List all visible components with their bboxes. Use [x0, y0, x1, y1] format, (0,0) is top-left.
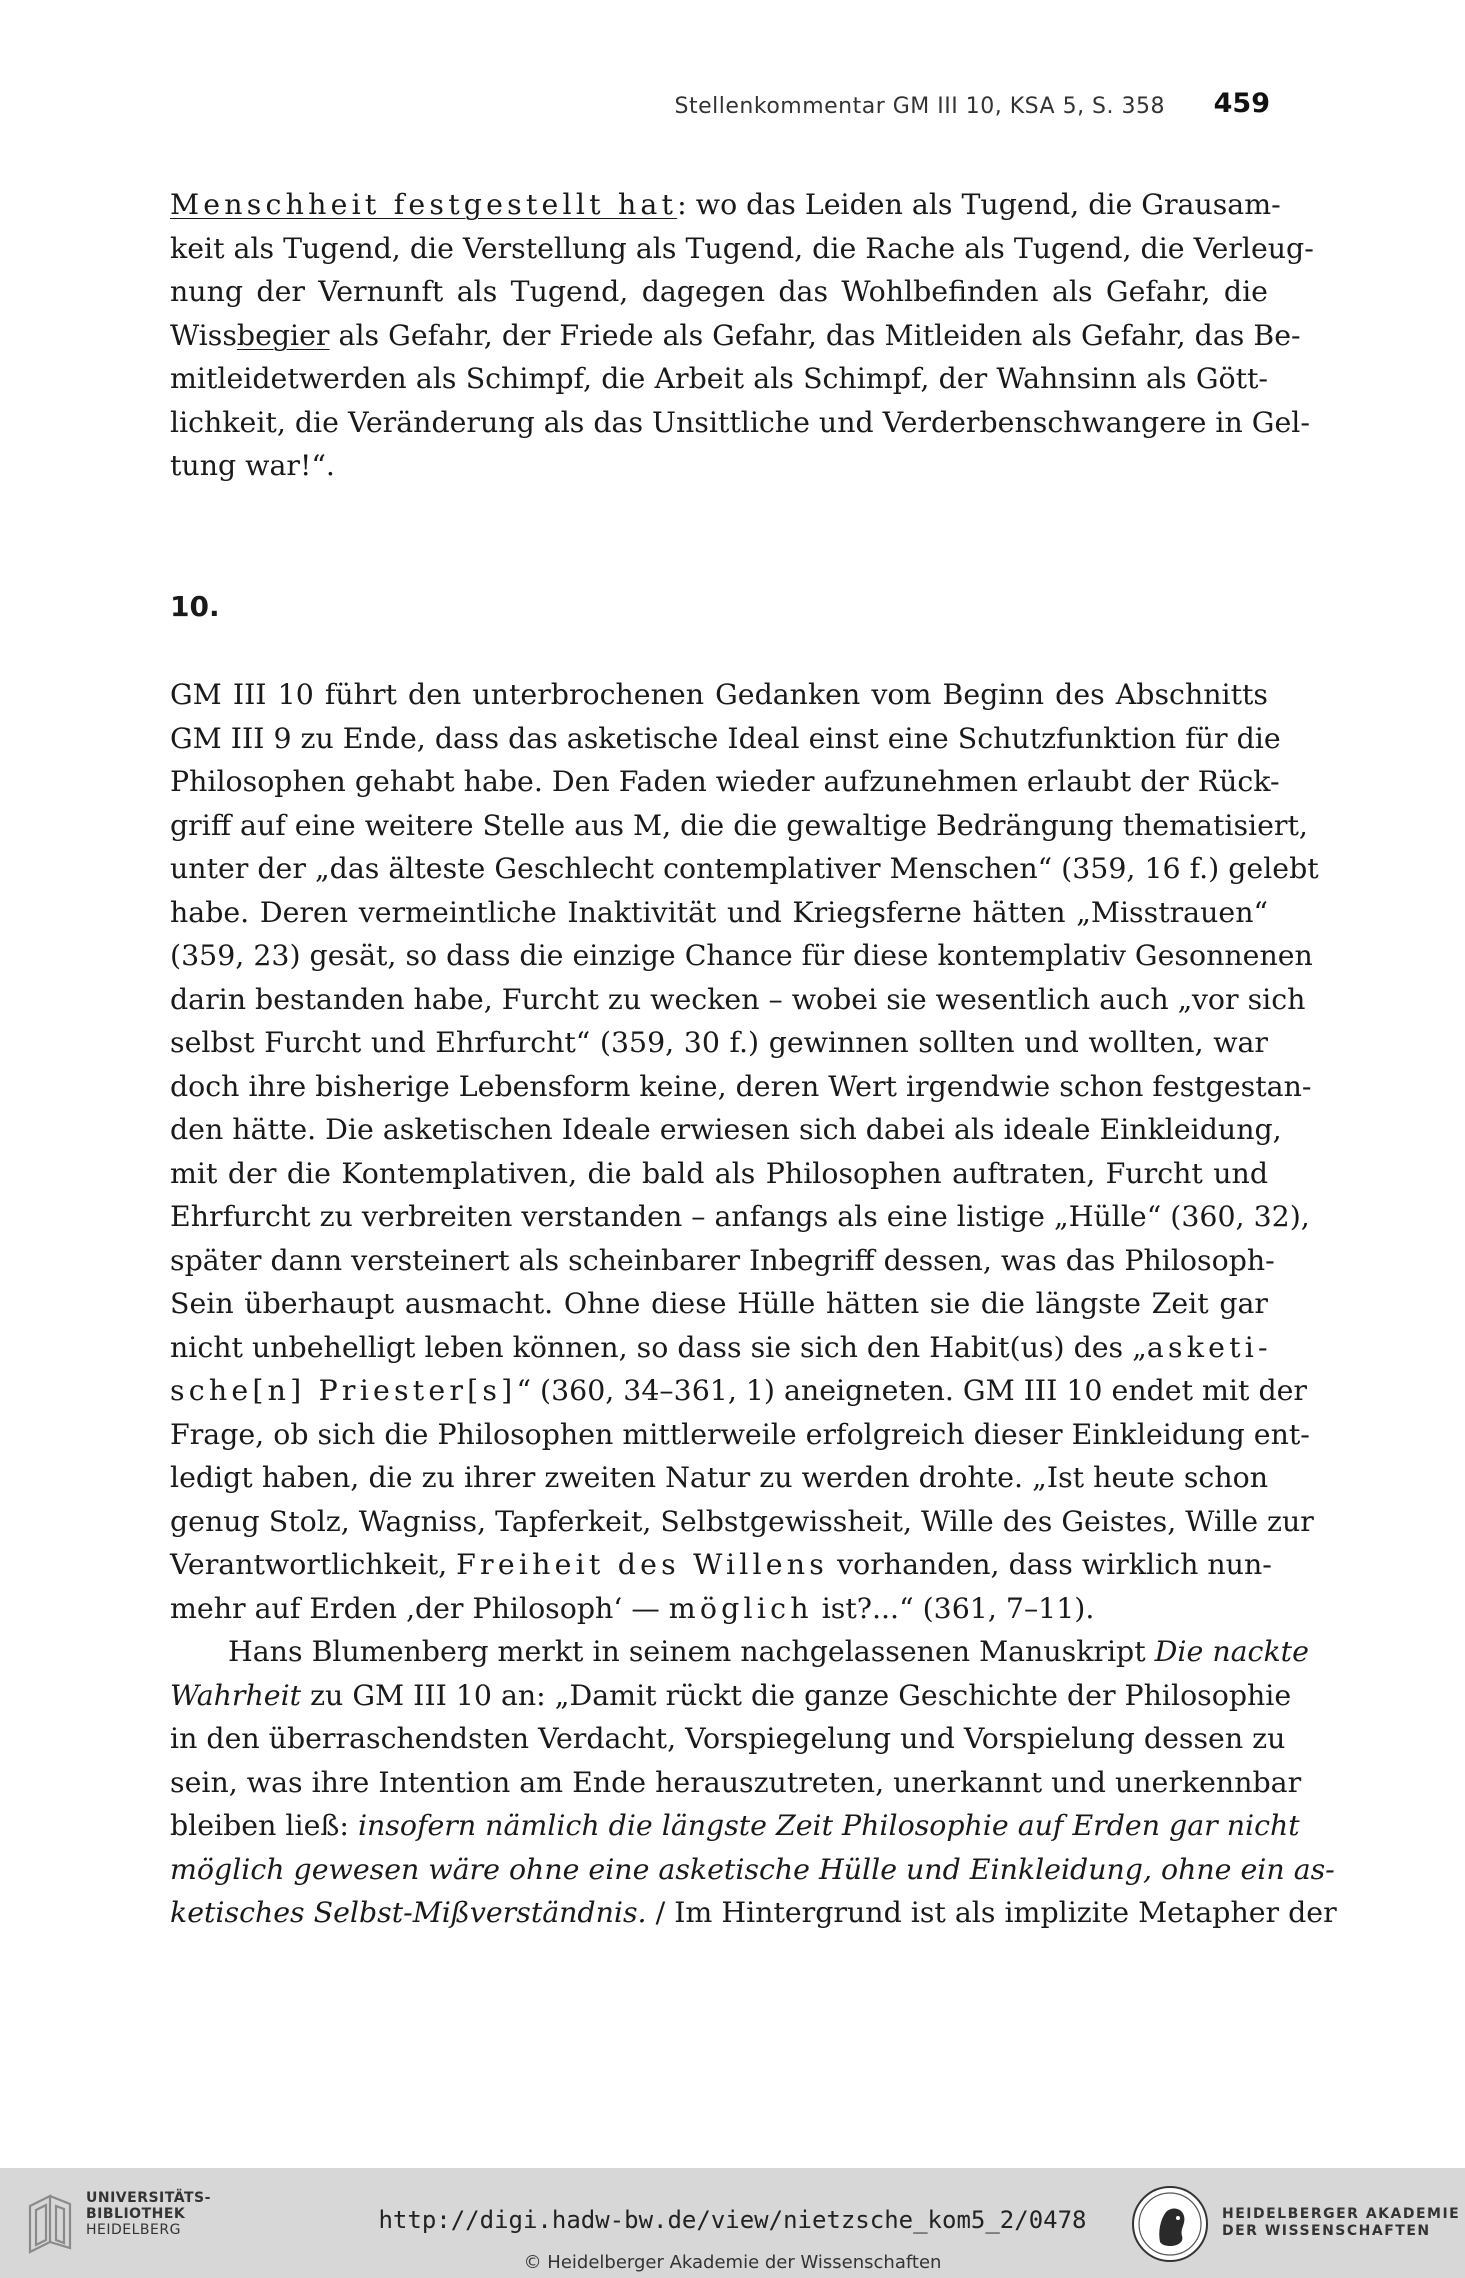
- text-line: [170, 1456, 1268, 1500]
- text-run: Verantwortlichkeit,: [170, 1548, 457, 1581]
- text-line: [170, 1326, 1272, 1370]
- academy-seal-icon: [1130, 2184, 1210, 2264]
- text-run: (359, 23) gesät, so dass die einzige Chance für diese kontemplativ Gesonnenen: [170, 939, 1313, 972]
- text-line: [170, 1804, 1300, 1848]
- text-run: Wahrheit: [170, 1678, 302, 1712]
- text-line: [170, 357, 1268, 401]
- text-run: GM III 9 zu Ende, dass das asketische Ideal einst eine Schutzfunktion für die: [170, 721, 1281, 755]
- text-run: doch ihre bisherige Lebensform keine, deren Wert irgendwie schon festgestan-: [170, 1069, 1312, 1103]
- text-run: in den überraschendsten Verdacht, Vorspiegelung und Vorspielung dessen zu: [170, 1722, 1286, 1755]
- text-line: [170, 760, 1280, 804]
- text-run: lichkeit, die Veränderung als das Unsittliche und Verderbenschwangere in Gel-: [170, 405, 1310, 439]
- text-run: Hans Blumenberg merkt in seinem nachgelassenen Manuskript: [228, 1635, 1155, 1668]
- text-line: [170, 1500, 1314, 1544]
- text-run: Die nackte: [1154, 1635, 1309, 1668]
- text-run: mitleidetwerden als Schimpf, die Arbeit als Schimpf, der Wahnsinn als Gött-: [170, 362, 1268, 395]
- running-head-title: Stellenkommentar GM III 10, KSA 5, S. 358: [674, 94, 1165, 119]
- text-run: habe. Deren vermeintliche Inaktivität und Kriegsferne hätten „Misstrauen“: [170, 895, 1268, 929]
- text-line: [170, 847, 1319, 891]
- text-line: [170, 1848, 1335, 1892]
- page-number: 459: [1213, 88, 1270, 119]
- text-line: [170, 1065, 1312, 1109]
- text-run: asketi-: [1146, 1330, 1272, 1364]
- text-run: griff auf eine weitere Stelle aus M, die die gewaltige Bedrängung thematisiert,: [170, 808, 1308, 842]
- text-line: [170, 1630, 1309, 1674]
- text-line: [170, 978, 1306, 1022]
- copyright-notice: © Heidelberger Akademie der Wissenschaften: [523, 2252, 942, 2273]
- text-line: [170, 891, 1268, 935]
- text-line: [170, 227, 1314, 271]
- text-run: keit als Tugend, die Verstellung als Tugend, die Rache als Tugend, die Verleug-: [170, 231, 1314, 265]
- text-line: [170, 1717, 1286, 1761]
- text-line: [170, 1543, 1272, 1587]
- text-run: ketisches Selbst-Mißverständnis.: [170, 1896, 647, 1929]
- text-run: nung der Vernunft als Tugend, dagegen das Wohlbefinden als Gefahr, die: [170, 275, 1268, 308]
- text-run: mit der die Kontemplativen, die bald als Philosophen auftraten, Furcht und: [170, 1156, 1268, 1190]
- text-line: [170, 717, 1281, 761]
- text-run: unter der „das älteste Geschlecht contemplativer Menschen“ (359, 16 f.) gelebt: [170, 852, 1319, 885]
- text-run: Sein überhaupt ausmacht. Ohne diese Hülle hätten sie die längste Zeit gar: [170, 1287, 1268, 1320]
- text-line: [170, 1891, 1337, 1935]
- academy-name: HEIDELBERGER AKADEMIE DER WISSENSCHAFTEN: [1222, 2206, 1461, 2239]
- text-line: [170, 1195, 1310, 1239]
- text-run: : wo das Leiden als Tugend, die Grausam-: [677, 188, 1281, 221]
- text-run: Ehrfurcht zu verbreiten verstanden – anfangs als eine listige „Hülle“ (360, 32),: [170, 1200, 1310, 1233]
- text-line: [170, 1021, 1268, 1065]
- text-run: möglich gewesen wäre ohne eine asketische Hülle und Einkleidung, ohne ein as-: [170, 1852, 1335, 1886]
- text-run: insofern nämlich die längste Zeit Philosophie auf Erden gar nicht: [357, 1809, 1300, 1842]
- text-line: [170, 183, 1281, 227]
- text-run: möglich: [668, 1591, 813, 1625]
- text-run: später dann versteinert als scheinbarer Inbegriff dessen, was das Philosoph-: [170, 1243, 1275, 1277]
- text-run: Freiheit des Willens: [456, 1548, 829, 1581]
- text-run: / Im Hintergrund ist als implizite Metapher der: [646, 1896, 1337, 1929]
- text-line: [170, 1239, 1275, 1283]
- text-line: [170, 804, 1308, 848]
- text-run: GM III 10 führt den unterbrochenen Gedanken vom Beginn des Abschnitts: [170, 678, 1268, 711]
- text-run: ist?...“ (361, 7–11).: [812, 1591, 1095, 1625]
- text-run: genug Stolz, Wagniss, Tapferkeit, Selbstgewissheit, Wille des Geistes, Wille zur: [170, 1504, 1314, 1538]
- text-run: darin bestanden habe, Furcht zu wecken – wobei sie wesentlich auch „vor sich: [170, 982, 1306, 1016]
- text-run: den hätte. Die asketischen Ideale erwiesen sich dabei als ideale Einkleidung,: [170, 1113, 1282, 1146]
- text-run: Philosophen gehabt habe. Den Faden wieder aufzunehmen erlaubt der Rück-: [170, 765, 1280, 798]
- text-run: vorhanden, dass wirklich nun-: [828, 1548, 1272, 1581]
- text-line: [170, 1152, 1268, 1196]
- section-heading: 10.: [170, 590, 220, 623]
- commentary-body: [170, 673, 1337, 1935]
- text-line: [170, 1761, 1302, 1805]
- text-run: tung war!“.: [170, 449, 335, 482]
- footer-bar: [0, 2168, 1465, 2278]
- text-run: “ (360, 34–361, 1) aneigneten. GM III 10 endet mit der: [516, 1374, 1307, 1407]
- text-run: Menschheit festgestellt hat: [170, 188, 678, 221]
- library-name: UNIVERSITÄTS- BIBLIOTHEK HEIDELBERG: [86, 2190, 211, 2238]
- text-line: [170, 1587, 1268, 1631]
- text-line: [170, 314, 1301, 358]
- text-line: [170, 1413, 1310, 1457]
- running-head: [170, 88, 1270, 128]
- text-run: als Gefahr, der Friede als Gefahr, das Mitleiden als Gefahr, das Be-: [329, 318, 1301, 352]
- text-run: zu GM III 10 an: „Damit rückt die ganze Geschichte der Philosophie: [301, 1678, 1292, 1712]
- text-line: [170, 1108, 1282, 1152]
- text-run: ledigt haben, die zu ihrer zweiten Natur zu werden drohte. „Ist heute schon: [170, 1461, 1268, 1494]
- text-line: [170, 1674, 1292, 1718]
- text-run: bleiben ließ:: [170, 1809, 358, 1842]
- text-run: Wiss: [170, 318, 237, 352]
- text-line: [170, 1282, 1268, 1326]
- text-run: begier: [236, 318, 330, 352]
- paragraph-continuation: [170, 183, 1314, 488]
- text-run: sche[n] Priester[s]: [170, 1374, 517, 1407]
- source-url-link[interactable]: http://digi.hadw-bw.de/view/nietzsche_kom5_2/0478: [378, 2206, 1087, 2234]
- text-line: [170, 1369, 1307, 1413]
- text-line: [170, 934, 1313, 978]
- text-run: nicht unbehelligt leben können, so dass sie sich den Habit(us) des „: [170, 1330, 1147, 1364]
- text-line: [170, 444, 1268, 488]
- text-run: sein, was ihre Intention am Ende herauszutreten, unerkannt und unerkennbar: [170, 1765, 1302, 1799]
- text-run: selbst Furcht und Ehrfurcht“ (359, 30 f.) gewinnen sollten und wollten, war: [170, 1026, 1268, 1059]
- text-run: Frage, ob sich die Philosophen mittlerweile erfolgreich dieser Einkleidung ent-: [170, 1417, 1310, 1451]
- text-line: [170, 673, 1268, 717]
- text-line: [170, 270, 1268, 314]
- text-run: mehr auf Erden ‚der Philosoph‘ —: [170, 1591, 669, 1625]
- text-line: [170, 401, 1310, 445]
